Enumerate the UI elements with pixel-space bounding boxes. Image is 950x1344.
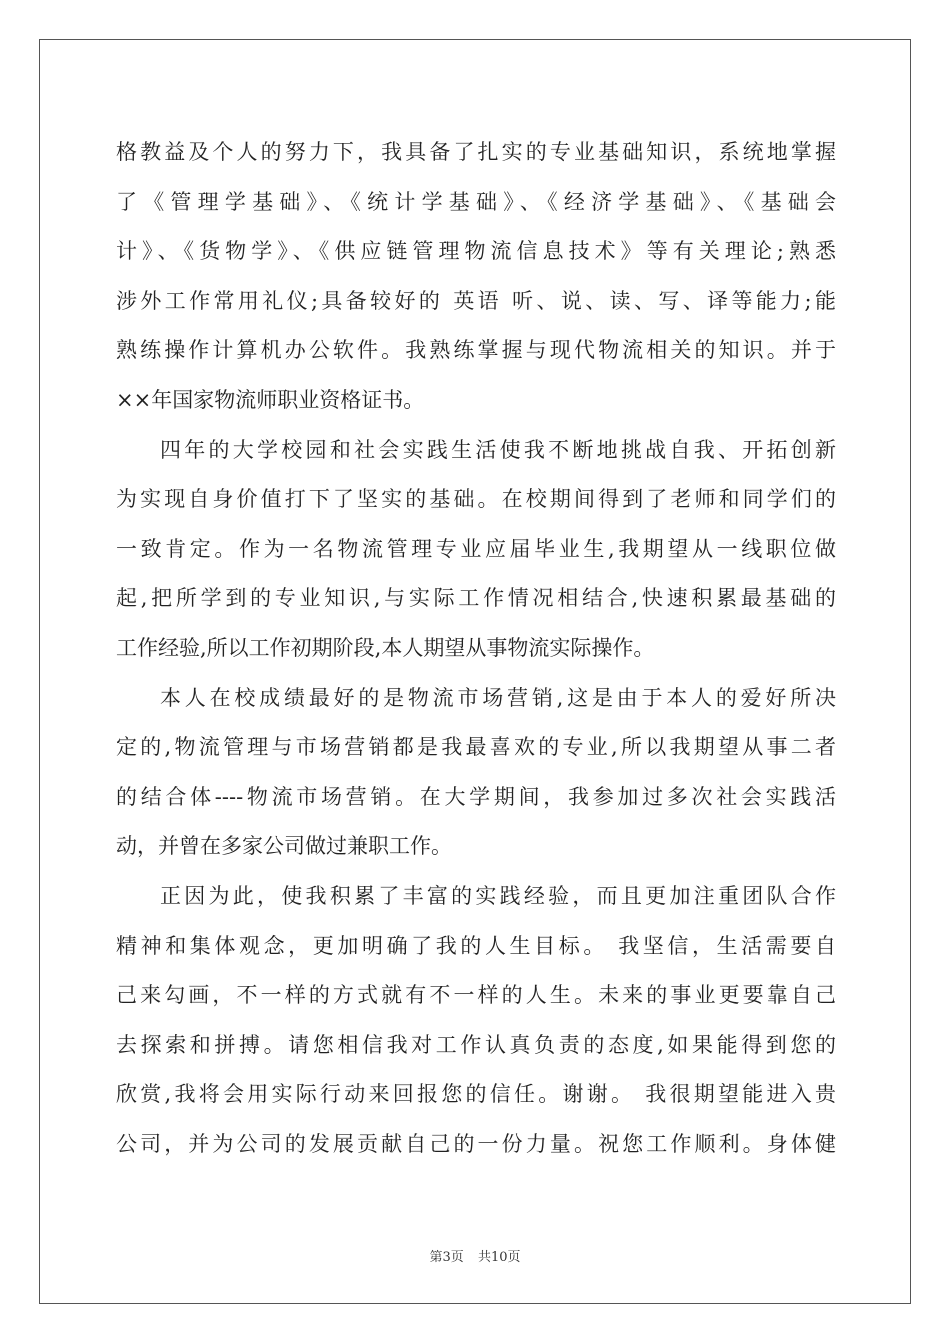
text-line: 动，并曾在多家公司做过兼职工作。 xyxy=(116,834,452,859)
page-total: 共10页 xyxy=(477,1250,521,1265)
text-line: 计》、《货物学》、《供应链管理物流信息技术》等有关理论;熟悉 xyxy=(116,239,836,264)
text-line: 己来勾画，不一样的方式就有不一样的人生。未来的事业更要靠自己 xyxy=(116,983,836,1008)
text-line: 精神和集体观念，更加明确了我的人生目标。 我坚信，生活需要自 xyxy=(116,933,836,958)
text-line: 公司，并为公司的发展贡献自己的一份力量。祝您工作顺利。身体健 xyxy=(116,1131,836,1156)
text-line: 本人在校成绩最好的是物流市场营销,这是由于本人的爱好所决 xyxy=(160,685,836,710)
paragraph-3 xyxy=(116,674,836,872)
text-line: 的结合体----物流市场营销。在大学期间，我参加过多次社会实践活 xyxy=(116,784,836,809)
text-line: 欣赏,我将会用实际行动来回报您的信任。谢谢。 我很期望能进入贵 xyxy=(116,1082,836,1107)
text-line: 涉外工作常用礼仪;具备较好的 英语 听、说、读、写、译等能力;能 xyxy=(116,288,836,313)
text-line: 四年的大学校园和社会实践生活使我不断地挑战自我、开拓创新 xyxy=(160,437,836,462)
text-line: 了《管理学基础》、《统计学基础》、《经济学基础》、《基础会 xyxy=(116,189,836,214)
text-line: 定的,物流管理与市场营销都是我最喜欢的专业,所以我期望从事二者 xyxy=(116,735,836,760)
text-line: 工作经验,所以工作初期阶段,本人期望从事物流实际操作。 xyxy=(116,635,655,660)
paragraph-2 xyxy=(116,426,836,674)
page-footer xyxy=(0,1246,950,1265)
text-line: 起,把所学到的专业知识,与实际工作情况相结合,快速积累最基础的 xyxy=(116,586,836,611)
text-line: 为实现自身价值打下了坚实的基础。在校期间得到了老师和同学们的 xyxy=(116,487,836,512)
text-line: 格教益及个人的努力下，我具备了扎实的专业基础知识，系统地掌握 xyxy=(116,140,836,164)
document-body xyxy=(116,128,836,1169)
text-line: ××年国家物流师职业资格证书。 xyxy=(116,387,425,412)
paragraph-4 xyxy=(116,872,836,1170)
paragraph-1 xyxy=(116,128,836,426)
page-number: 第3页 xyxy=(429,1250,464,1265)
text-line: 一致肯定。作为一名物流管理专业应届毕业生,我期望从一线职位做 xyxy=(116,536,836,561)
text-line: 去探索和拼搏。请您相信我对工作认真负责的态度,如果能得到您的 xyxy=(116,1032,836,1057)
text-line: 熟练操作计算机办公软件。我熟练掌握与现代物流相关的知识。并于 xyxy=(116,338,836,363)
text-line: 正因为此，使我积累了丰富的实践经验，而且更加注重团队合作 xyxy=(160,883,836,908)
